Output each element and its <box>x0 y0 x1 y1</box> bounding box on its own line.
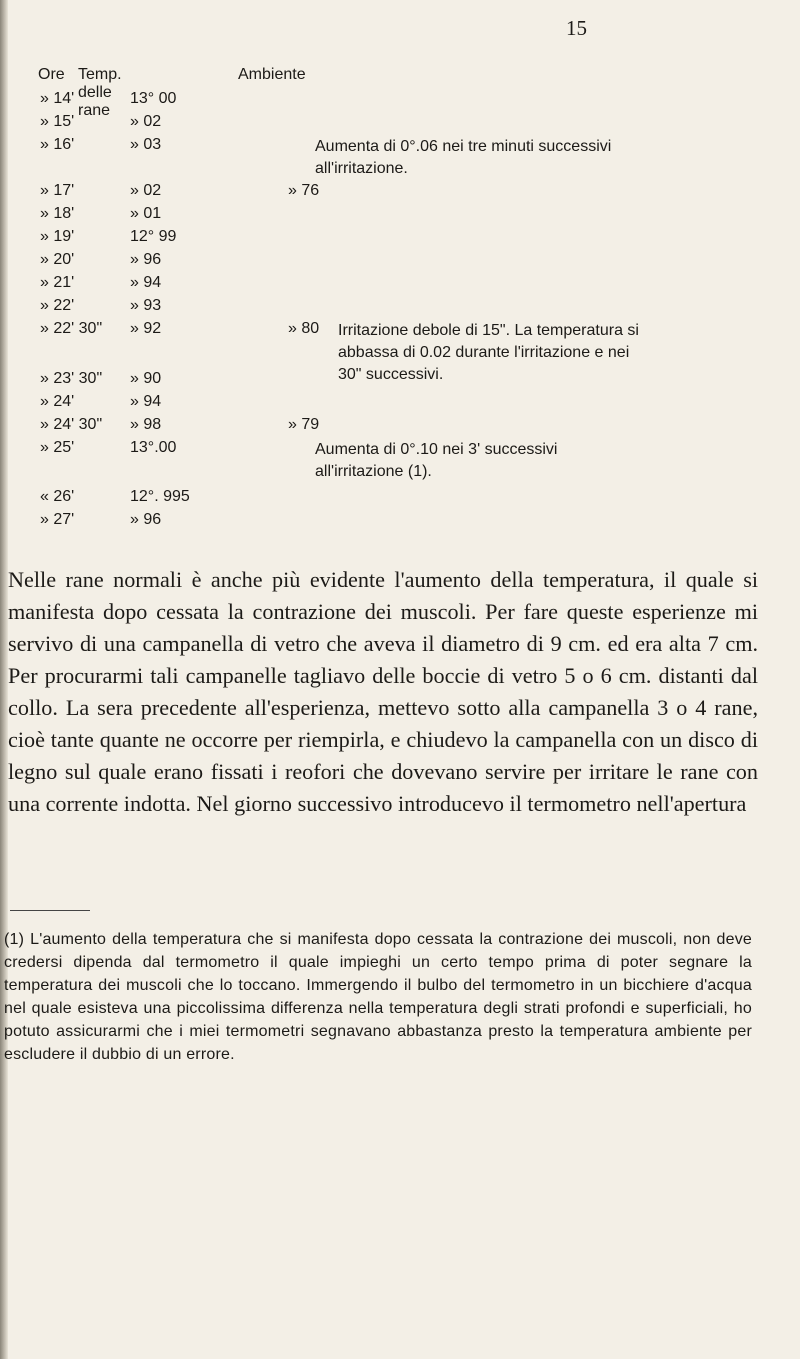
header-temp: Temp. delle rane <box>78 66 122 119</box>
table-row: » 22' » 93 <box>40 297 162 314</box>
footnote-text: (1) L'aumento della temperatura che si manifesta dopo cessata la contrazione dei muscoli, non deve credersi dipenda dal termometro il quale impieghi un certo tempo prima di poter segnare la temperatura dei muscoli che lo toccano. Immergendo il bulbo del termometro in un bicchiere d'acqua nel quale esisteva una piccolissima differenza nella temperatura degli strati profondi e superficiali, ho potuto assicurarmi che i miei termometri segnavano abbastanza presto la temperatura ambiente per escludere il dubbio di un errore. <box>4 931 752 1063</box>
table-row: » 14' 13° 00 <box>40 90 177 107</box>
table-row: » 22' 30" » 92 » 80 <box>40 320 320 337</box>
table-note: Irritazione debole di 15". La temperatura si abbassa di 0.02 durante l'irritazione e nei 30" successivi. <box>338 322 639 383</box>
table-note: Aumenta di 0°.10 nei 3' successivi all'irritazione (1). <box>315 441 558 480</box>
footnote-divider <box>10 910 90 911</box>
page-number: 15 <box>566 16 587 40</box>
table-row: » 18' » 01 <box>40 205 162 222</box>
body-paragraph <box>8 564 758 820</box>
header-ore: Ore <box>38 66 65 83</box>
table-row: » 21' » 94 <box>40 274 162 291</box>
table-row: » 17' » 02 » 76 <box>40 182 320 199</box>
table-row: « 26' 12°. 995 <box>40 488 190 505</box>
table-row: » 16' » 03 <box>40 136 162 153</box>
table-row: » 24' 30" » 98 » 79 <box>40 416 320 433</box>
table-row: » 15' » 02 <box>40 113 162 130</box>
table-row: » 20' » 96 <box>40 251 162 268</box>
table-row: » 19' 12° 99 <box>40 228 177 245</box>
table-row: » 25' 13°.00 <box>40 439 177 456</box>
footnote <box>4 928 752 1066</box>
table-row: » 23' 30" » 90 <box>40 370 162 387</box>
table-row: » 27' » 96 <box>40 511 162 528</box>
table-row: » 24' » 94 <box>40 393 162 410</box>
header-ambiente: Ambiente <box>238 66 306 83</box>
paragraph-text: Nelle rane normali è anche più evidente l'aumento della temperatura, il quale si manifesta dopo cessata la contrazione dei muscoli. Per fare queste esperienze mi servivo di una campanella di vetro che aveva il diametro di 9 cm. ed era alta 7 cm. Per procurarmi tali campanelle tagliavo delle boccie di vetro 5 o 6 cm. distanti dal collo. La sera precedente all'esperienza, mettevo sotto alla campanella 3 o 4 rane, cioè tante quante ne occorre per riempirla, e chiudevo la campanella con un disco di legno sul quale erano fissati i reofori che dovevano servire per irritare le rane con una corrente indotta. Nel giorno successivo introducevo il termometro nell'apertura <box>8 567 758 816</box>
table-note: Aumenta di 0°.06 nei tre minuti successivi all'irritazione. <box>315 138 612 177</box>
